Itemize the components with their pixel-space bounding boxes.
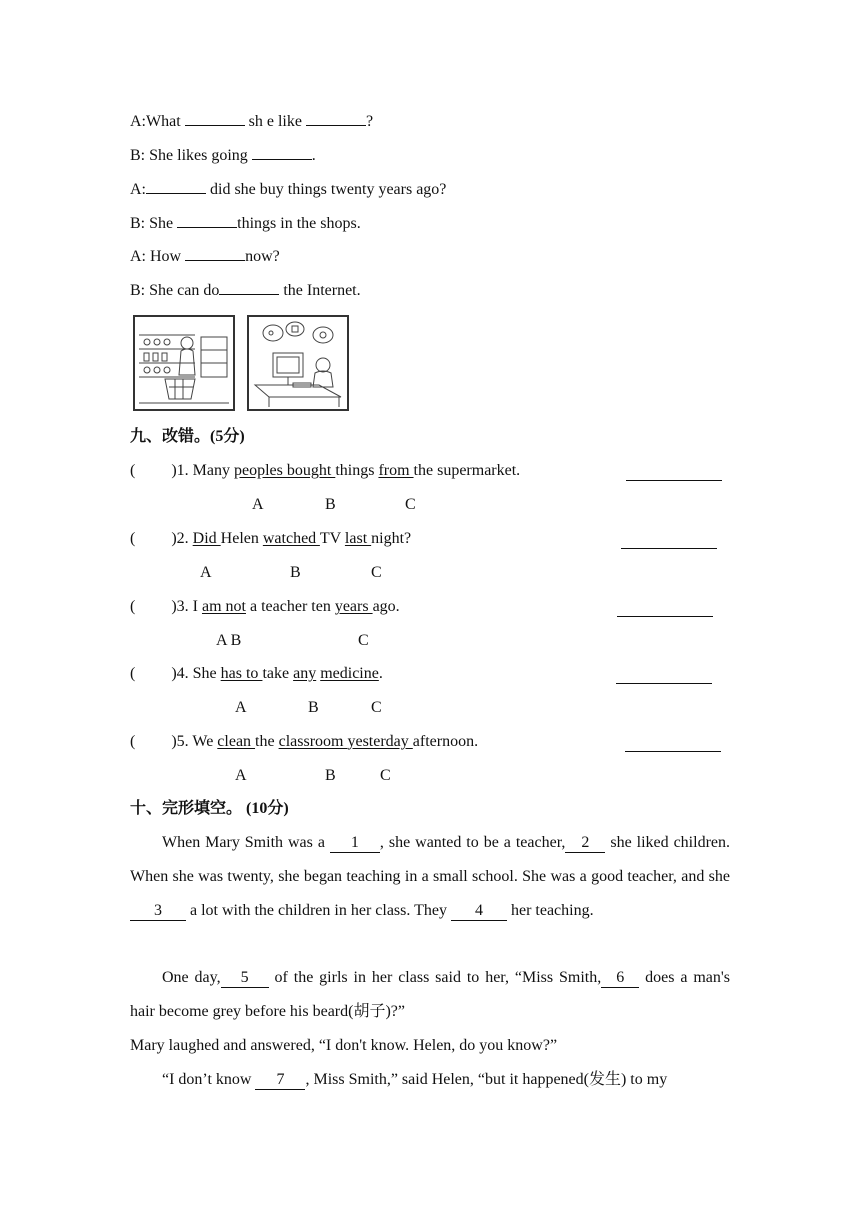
section-10-title: 十、完形填空。 (10分): [130, 800, 289, 817]
cloze-text: her teaching.: [506, 902, 594, 919]
underlined-option: am not: [201, 598, 246, 615]
dialogue-text: things in the shops.: [237, 215, 361, 232]
paren-open: (: [130, 530, 136, 547]
item-text: night?: [371, 530, 412, 547]
underlined-option: Did: [192, 530, 221, 547]
option-label-c: C: [371, 564, 382, 581]
underlined-option: classroom: [278, 733, 348, 750]
cloze-paragraph-3: Mary laughed and answered, “I don't know. Helen, do you know?”: [130, 1037, 558, 1054]
computer-illustration: [249, 317, 347, 409]
dialogue-line-3: [130, 179, 446, 200]
dialogue-text: sh e like: [248, 113, 302, 130]
cloze-blank-6[interactable]: 6: [601, 969, 639, 988]
answer-blank[interactable]: [252, 145, 312, 160]
cloze-blank-4[interactable]: 4: [451, 902, 507, 921]
dialogue-line-2: [130, 145, 316, 166]
dialogue-text: now?: [245, 248, 280, 265]
cloze-paragraph-2: [130, 961, 730, 1029]
paren-open: (: [130, 598, 136, 615]
item-text: )3. I: [171, 598, 202, 615]
cloze-blank-3[interactable]: 3: [130, 902, 186, 921]
cloze-blank-1[interactable]: 1: [330, 834, 380, 853]
section-9-title: 九、改错。(5分): [130, 428, 245, 445]
item-text: afternoon.: [412, 733, 479, 750]
paren-open: (: [130, 665, 136, 682]
cloze-text: , Miss Smith,” said Helen, “but it happened(发生) to my: [305, 1071, 668, 1088]
correction-answer-line[interactable]: [616, 683, 712, 684]
dialogue-text: the Internet.: [283, 282, 361, 299]
paren-open: (: [130, 733, 136, 750]
option-label-b: B: [290, 564, 301, 581]
underlined-option: from: [378, 462, 414, 479]
option-label-b: B: [325, 496, 336, 513]
dialogue-text: .: [311, 147, 316, 164]
cloze-text: One day,: [162, 969, 221, 986]
underlined-option: peoples bought: [233, 462, 336, 479]
correction-answer-line[interactable]: [621, 548, 717, 549]
option-label-c: C: [380, 767, 391, 784]
cloze-blank-7[interactable]: 7: [255, 1071, 305, 1090]
correction-item-2: [130, 529, 411, 549]
correction-answer-line[interactable]: [625, 751, 721, 752]
option-label-a: A: [235, 699, 247, 716]
paren-open: (: [130, 462, 136, 479]
dialogue-text: A:: [130, 181, 146, 198]
item-text: the: [255, 733, 279, 750]
dialogue-text: A:What: [130, 113, 181, 130]
option-label-b: B: [308, 699, 319, 716]
dialogue-text: A: How: [130, 248, 182, 265]
underlined-option: any: [293, 665, 317, 682]
dialogue-text: B: She can do: [130, 282, 220, 299]
option-label-b: B: [325, 767, 336, 784]
dialogue-line-1: [130, 111, 373, 132]
underlined-option: last: [344, 530, 372, 547]
dialogue-text: B: She likes going: [130, 147, 248, 164]
correction-item-1: [130, 461, 520, 481]
underlined-option: clean: [217, 733, 256, 750]
item-text: a teacher ten: [245, 598, 335, 615]
answer-blank[interactable]: [177, 213, 237, 228]
cloze-text: she liked children. When she was twenty, she began teaching in a small school. She was a good teacher, and she: [130, 834, 730, 885]
dialogue-text: did she buy things twenty years ago?: [210, 181, 447, 198]
cloze-text: a lot with the children in her class. They: [186, 902, 451, 919]
underlined-option: years: [334, 598, 373, 615]
underlined-option: medicine: [320, 665, 379, 682]
dialogue-line-4: [130, 213, 361, 234]
answer-blank[interactable]: [185, 246, 245, 261]
cloze-text: does a man's hair become grey before his beard(胡子)?”: [130, 969, 731, 1020]
answer-blank[interactable]: [185, 111, 245, 126]
item-text: take: [262, 665, 294, 682]
item-text: )5. We: [171, 733, 218, 750]
item-text: )4. She: [171, 665, 221, 682]
item-text: )2.: [171, 530, 193, 547]
dialogue-text: B: She: [130, 215, 174, 232]
correction-answer-line[interactable]: [626, 480, 722, 481]
answer-blank[interactable]: [219, 280, 279, 295]
cloze-text: , she wanted to be a teacher,: [379, 834, 566, 851]
underlined-option: watched: [262, 530, 320, 547]
cloze-paragraph-1: [130, 826, 730, 928]
underlined-option: yesterday: [347, 733, 413, 750]
cloze-blank-5[interactable]: 5: [221, 969, 269, 988]
cloze-text: When Mary Smith was a: [162, 834, 330, 851]
option-label-a: A: [252, 496, 264, 513]
dialogue-line-5: [130, 246, 280, 267]
answer-blank[interactable]: [146, 179, 206, 194]
cloze-paragraph-4: [130, 1063, 730, 1097]
correction-item-4: [130, 664, 383, 684]
cloze-blank-2[interactable]: 2: [565, 834, 605, 853]
item-text: TV: [319, 530, 345, 547]
option-label-c: C: [358, 632, 369, 649]
underlined-option: has to: [220, 665, 263, 682]
answer-blank[interactable]: [306, 111, 366, 126]
option-label-ab: A B: [216, 632, 242, 649]
item-text: the supermarket.: [413, 462, 521, 479]
option-label-a: A: [200, 564, 212, 581]
dialogue-line-6: [130, 280, 361, 301]
shop-illustration: [135, 317, 233, 409]
item-text: .: [378, 665, 383, 682]
cloze-text: “I don’t know: [162, 1071, 256, 1088]
computer-picture: [247, 315, 349, 411]
item-text: ago.: [372, 598, 400, 615]
option-label-a: A: [235, 767, 247, 784]
shop-picture: [133, 315, 235, 411]
cloze-text: of the girls in her class said to her, “Miss Smith,: [268, 969, 602, 986]
item-text: Helen: [220, 530, 263, 547]
option-label-c: C: [371, 699, 382, 716]
dialogue-text: ?: [365, 113, 374, 130]
correction-item-3: [130, 597, 400, 617]
correction-answer-line[interactable]: [617, 616, 713, 617]
item-text: things: [335, 462, 379, 479]
correction-item-5: [130, 732, 478, 752]
item-text: )1. Many: [171, 462, 234, 479]
option-label-c: C: [405, 496, 416, 513]
